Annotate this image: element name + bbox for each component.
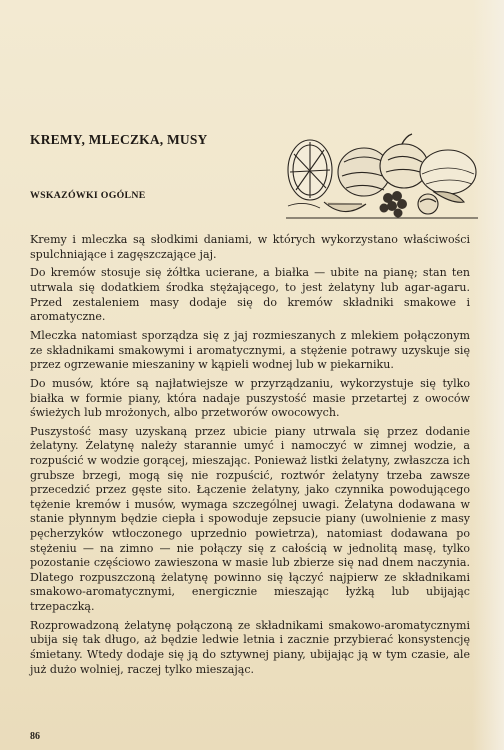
torn-edge bbox=[472, 0, 504, 750]
paragraph: Rozprowadzoną żelatynę połączoną ze składnikami smakowo-aromatycznymi ubija się tak długo, aż będzie ledwie letnia i zacznie przybierać konsystencję śmietany. Wtedy dodaje się ją do sztywnej piany, ubijając ją w tym czasie, ale już dużo wolniej, raczej tylko mieszając. bbox=[30, 618, 470, 676]
paragraph: Do musów, które są najłatwiejsze w przyrządzaniu, wykorzystuje się tylko białka w formie piany, która nadaje puszystość masie przetartej z owoców świeżych lub mrożonych, albo przetworów owocowych. bbox=[30, 376, 470, 420]
paragraph: Puszystość masy uzyskaną przez ubicie piany utrwala się przez dodanie żelatyny. Żelatynę należy starannie umyć i namoczyć w zimnej wodzie, a rozpuścić w wodzie gorącej, mieszając. Ponieważ listki żelatyny, zwłaszcza ich grubsze brzegi, mogą się nie rozpuścić, roztwór żelatyny trzeba zawsze przecedzić przez gęste sito. Łączenie żelatyny, jako czynnika powodującego tężenie kremów i musów, wymaga szczególnej uwagi. Żelatyna dodawana w stanie płynnym będzie ciepła i spowoduje zepsucie piany (uwolnienie z masy pęcherzyków wtłoczonego uprzednio powietrza), natomiast dodawana po stężeniu — na zimno — nie połączy się z całością w jednolitą masę, tylko pozostanie częściowo zawieszona w masie lub zbierze się nad dnem naczynia. Dlatego rozpuszczoną żelatynę powinno się łączyć najpierw ze składnikami smakowo-aromatycznymi, energicznie mieszając łyżką lub ubijając trzepaczką. bbox=[30, 424, 470, 613]
section-title: WSKAZÓWKI OGÓLNE bbox=[30, 190, 146, 201]
fruit-still-life-icon bbox=[284, 132, 480, 222]
paragraph: Do kremów stosuje się żółtka ucierane, a białka — ubite na pianę; stan ten utrwala się dodatkiem środka stężającego, to jest żelatyny lub agar-agaru. Przed zestaleniem masy dodaje się do kremów składniki smakowe i aromatyczne. bbox=[30, 266, 470, 324]
chapter-title: KREMY, MLECZKA, MUSY bbox=[30, 132, 208, 147]
page-number: 86 bbox=[30, 731, 40, 742]
paragraph: Mleczka natomiast sporządza się z jaj rozmieszanych z mlekiem połączonym ze składnikami smakowymi i aromatycznymi, a stężenie potrawy uzyskuje się przez ogrzewanie mieszaniny w kąpieli wodnej lub w piekarniku. bbox=[30, 328, 470, 372]
paragraph: Kremy i mleczka są słodkimi daniami, w których wykorzystano właściwości spulchniające i zagęszczające jaj. bbox=[30, 233, 470, 261]
body-text bbox=[30, 233, 470, 681]
